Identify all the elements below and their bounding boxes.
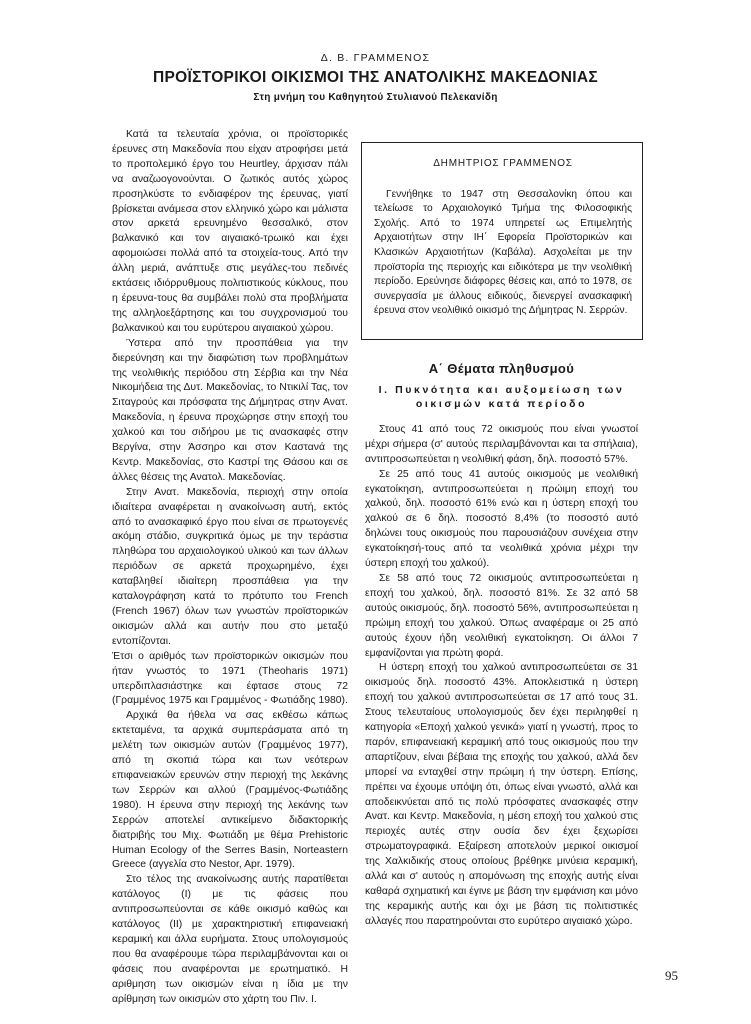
author-name: Δ. Β. ΓΡΑΜΜΕΝΟΣ <box>320 52 431 64</box>
article-title: ΠΡΟΪΣΤΟΡΙΚΟΙ ΟΙΚΙΣΜΟΙ ΤΗΣ ΑΝΑΤΟΛΙΚΗΣ ΜΑΚΕΔΟΝΙΑΣ <box>153 69 598 86</box>
paragraph: Κατά τα τελευταία χρόνια, οι προϊστορικές έρευνες στη Μακεδονία που είχαν ατροφήσει μετά το προπολεμικό έργο του Heurtley, άρχισαν πάλι να αναζωογονούνται. Ο ζωτικός αυτός χώρος προσηλκύστε το ενδιαφέρον της έρευνας, γιατί βρίσκεται ανάμεσα στον ελληνικό χώρο και μάλιστα στον αρκετά ερευνημένο θεσσαλικό, στον βαλκανικό και τον αιγαιακό-τρωικό και έχει αφομοιώσει πολλά από τα στοιχεία-τους. Από την άλλη μεριά, ανάπτυξε στις μεγάλες-του πεδινές εκτάσεις ιδιόρρυθμους πολιτιστικούς κύκλους, που η έρευνα-τους θα συμβάλει πολύ στα προβλήματα της αλληλοεξάρτησης και του συγχρονισμού του βαλκανικού και του ευρύτερου αιγαιακού χώρου. <box>112 129 348 334</box>
left-column <box>112 128 348 1007</box>
paragraph: Σε 58 από τους 72 οικισμούς αντιπροσωπεύεται η εποχή του χαλκού, δηλ. ποσοστό 81%. Σε 32 από 58 αυτούς οικισμούς, δηλ. ποσοστό 56%, αντιπροσωπεύεται η πρώιμη εποχή του χαλκού. Όπως αναφέραμε οι 25 από αυτούς έχουν ήδη νεολιθική εγκατοίκηση. Οι άλλοι 7 εμφανίζονται για πρώτη φορά. <box>365 572 638 659</box>
bio-name: ΔΗΜΗΤΡΙΟΣ ΓΡΑΜΜΕΝΟΣ <box>433 158 573 169</box>
bio-text: Γεννήθηκε το 1947 στη Θεσσαλονίκη όπου και τελείωσε το Αρχαιολογικό Τμήμα της Φιλοσοφικής Σχολής. Από το 1974 υπηρετεί ως Επιμελητής Αρχαιοτήτων στην ΙΗ΄ Εφορεία Προϊστορικών και Κλασικών Αρχαιοτήτων (Καβάλα). Ασχολείται με την προϊστορία της περιοχής και ειδικότερα με την νεολιθική περίοδο. Ερεύνησε διάφορες θέσεις και, από το 1978, σε συνεργασία με άλλους ειδικούς, διενεργεί ανασκαφική έρευνα στον νεολιθικό οικισμό της Δήμητρας Ν. Σερρών. <box>374 188 632 317</box>
right-column <box>365 362 638 930</box>
article-header <box>0 52 751 103</box>
paragraph: Στην Ανατ. Μακεδονία, περιοχή στην οποία ιδιαίτερα αναφέρεται η ανακοίνωση αυτή, εκτός από το ανασκαφικό έργο που είναι σε πρωτογενές ακόμη στάδιο, συγκριτικά όμως με την τεράστια πληθώρα του αρχαιολογικού υλικού και των άλλων περιόδων σε αρκετά προχωρημένο, έχει καταβληθεί ιδιαίτερη προσπάθεια για την καταλογράφηση κατά το πρότυπο του French (French 1967) όλων των γνωστών προϊστορικών οικισμών αλλά και αυτήν που στο μεταξύ εντοπίζονται. <box>112 486 348 647</box>
page-number: 95 <box>665 968 678 983</box>
subsection-heading: Ι. Πυκνότητα και αυξομείωση των οικισμών κατά περίοδο <box>378 383 625 410</box>
author-bio-box <box>361 142 643 340</box>
paragraph: Σε 25 από τους 41 αυτούς οικισμούς με νεολιθική εγκατοίκηση, αντιπροσωπεύεται η πρώιμη εποχή του χαλκού, δηλ. ποσοστό 61% ενώ και η ύστερη εποχή του χαλκού σε 6 δηλ. ποσοστό 8,4% (το ποσοστό αυτό δηλώνει τους οικισμούς που παρουσιάζουν συνέχεια στην εγκατοίκησή-τους από τα νεολιθικά χρόνια μέχρι την ύστερη εποχή του χαλκού). <box>365 468 638 570</box>
paragraph: Στο τέλος της ανακοίνωσης αυτής παρατίθεται κατάλογος (Ι) με τις φάσεις που αντιπροσωπεύονται σε κάθε οικισμό καθώς και κατάλογος (ΙΙ) με χαρακτηριστική επιφανειακή κεραμική και άλλα ευρήματα. Στους υπολογισμούς που θα αναφέρουμε τώρα περιλαμβάνονται και οι φάσεις που αναφέρονται με ερωτηματικό. Η αριθμηση των οικισμών είναι η ίδια με την αρίθμηση των οικισμών στο χάρτη του Πιν. Ι. <box>112 874 348 1005</box>
paragraph: Στους 41 από τους 72 οικισμούς που είναι γνωστοί μέχρι σήμερα (σ' αυτούς περιλαμβάνονται και τα σπήλαια), αντιπροσωπεύεται η νεολιθική φάση, δηλ. ποσοστό 57%. <box>365 423 638 465</box>
paragraph: Έτσι ο αριθμός των προϊστορικών οικισμών που ήταν γνωστός το 1971 (Theoharis 1971) υπερδιπλασιάστηκε και έφτασε στους 72 (Γραμμένος 1975 και Γραμμένος - Φωτιάδης 1980). <box>112 650 348 707</box>
dedication: Στη μνήμη του Καθηγητού Στυλιανού Πελεκανίδη <box>253 92 498 103</box>
section-heading: Α΄ Θέματα πληθυσμού <box>428 361 575 376</box>
paragraph: Αρχικά θα ήθελα να σας εκθέσω κάπως εκτεταμένα, τα αρχικά συμπεράσματα από τη μελέτη των οικισμών αυτών (Γραμμένος 1977), από τη σκοπιά τώρα και των νεότερων επιφανειακών ερευνών στην περιοχή της λεκάνης των Σερρών και αλλού (Γραμμένος-Φωτιάδης 1980). Η έρευνα στην περιοχή της λεκάνης των Σερρών αποτελεί αντικείμενο διδακτορικής διατριβής του Μιχ. Φωτιάδη με θέμα Prehistoric Human Ecology of the Serres Basin, Norteastern Greece (αγγελία στο Nestor, Apr. 1979). <box>112 710 348 871</box>
paragraph: Η ύστερη εποχή του χαλκού αντιπροσωπεύεται σε 31 οικισμούς δηλ. ποσοστό 43%. Αποκλειστικά η ύστερη εποχή του χαλκού αντιπροσωπεύεται σε 17 από τους 31. Στους τελευταίους υπολογισμούς δεν έχει περιληφθεί η κατηγορία «Εποχή χαλκού γενικά» γιατί η γνωστή, προς το παρόν, επιφανειακή κεραμική από τους οικισμούς που την απαρτίζουν, είναι βέβαια της εποχής του χαλκού, αλλά δεν μπορεί να ενταχθεί στην πρώιμη ή την ύστερη. Επίσης, πρέπει να έχουμε υπόψη ότι, όπως είναι γνωστό, αλλά και αποδεικνύεται από τις πολύ πρόσφατες ανασκαφές στην Ανατ. και Κεντρ. Μακεδονία, η μέση εποχή του χαλκού στις περιοχές αυτές στην ουσία δεν έχει ξεχωρίσει στρωματογραφικά. Εξαίρεση αποτελούν μερικοί οικισμοί της Χαλκιδικής στους οποίους βρέθηκε μινύεια κεραμική, αλλά και σ' αυτούς η απομόνωση της εποχής αυτής είναι καθαρά σχηματική και έγινε με βάση την εμφάνιση και μόνο της κεραμικής αυτής και όχι με βάση τις πολιτιστικές αλλαγές που παρατηρούνται στο ευρύτερο αιγαιακό χώρο. <box>365 662 638 927</box>
paragraph: Ύστερα από την προσπάθεια για την διερεύνηση και την διαφώτιση των προβλημάτων της νεολιθικής περιόδου στη Σέρβια και την Νέα Νικομήδεια της Δυτ. Μακεδονίας, το Ντικιλί Τας, τον Σιταγρούς και πρόσφατα της Δήμητρας στην Ανατ. Μακεδονία, η έρευνα προχώρησε στην εποχή του χαλκού και του σιδήρου με τις ανασκαφές στην Βεργίνα, στην Άσσηρο και στον Καστανά της Κεντρ. Μακεδονίας, στο Καστρί της Θάσου και σε άλλες θέσεις της Ανατολ. Μακεδονίας. <box>112 337 348 483</box>
